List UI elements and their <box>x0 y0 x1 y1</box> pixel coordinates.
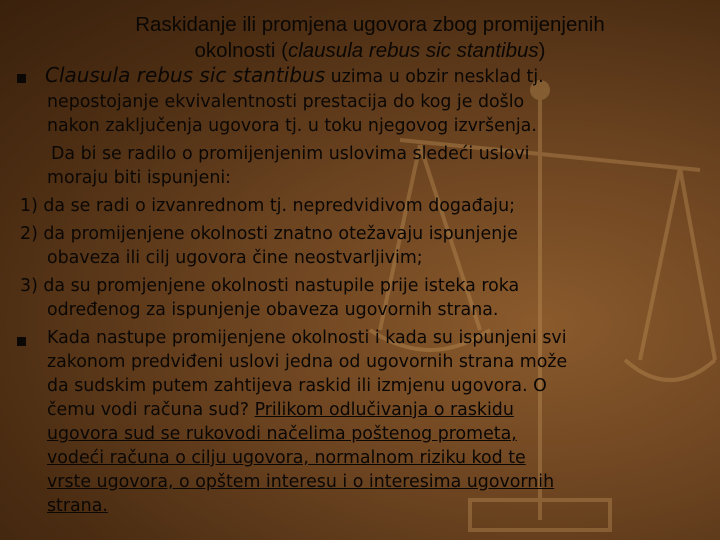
title-line-1: Raskidanje ili promjena ugovora zbog promijenjenih <box>135 13 605 36</box>
bullet1-line-2: nepostojanje ekvivalentnosti prestacija do kog je došlo <box>47 92 525 112</box>
bullet1-line-4: Da bi se radilo o promijenjenim uslovima sledeći uslovi <box>51 144 530 164</box>
title-italic: clausula rebus sic stantibus <box>287 39 539 62</box>
bullet2-line-5: ugovora sud se rukovodi načelima poštenog prometa, <box>47 424 517 444</box>
bullet-square-icon <box>17 74 26 83</box>
bullet2-underlined-1: Prilikom odlučivanja o raskidu <box>254 400 514 420</box>
condition-2-line-2: obaveza ili cilj ugovora čine neostvarljivim; <box>47 248 423 268</box>
condition-1: 1) da se radi o izvanrednom tj. nepredvidivom događaju; <box>20 196 515 216</box>
slide-title <box>40 12 700 64</box>
title-line-2 <box>40 38 700 64</box>
bullet1-line-1 <box>45 64 544 89</box>
bullet2-last: strana. <box>47 496 108 516</box>
condition-2-line-1: 2) da promijenjene okolnosti znatno otežavaju ispunjenje <box>20 224 518 244</box>
bullet1-italic: Clausula rebus sic stantibus <box>45 63 326 87</box>
bullet2-line-8 <box>47 495 152 518</box>
bullet2-line-6: vodeći računa o cilju ugovora, normalnom riziku kod te <box>47 448 526 468</box>
bullet2-line-3: da sudskim putem zahtijeva raskid ili izmjenu ugovora. O <box>47 376 547 396</box>
bullet1-line-3: nakon zaključenja ugovora tj. u toku njegovog izvršenja. <box>47 116 537 136</box>
bullet2-question: čemu vodi računa sud? <box>47 400 255 420</box>
bullet2-line-1: Kada nastupe promijenjene okolnosti i kada su ispunjeni svi <box>47 328 567 348</box>
title-suffix: ) <box>538 39 546 62</box>
bullet1-text-1: uzima u obzir nesklad tj. <box>325 67 544 87</box>
bullet-square-icon <box>17 337 26 346</box>
bullet2-line-7: vrste ugovora, o opštem interesu i o interesima ugovornih <box>47 472 555 492</box>
condition-3-line-1: 3) da su promjenjene okolnosti nastupile prije isteka roka <box>20 276 520 296</box>
bullet1-line-5: moraju biti ispunjeni: <box>47 168 232 188</box>
bullet2-line-2: zakonom predviđeni uslovi jedna od ugovornih strana može <box>47 352 568 372</box>
bullet2-line-4 <box>47 399 514 422</box>
condition-3-line-2: određenog za ispunjenje obaveza ugovornih strana. <box>47 300 499 320</box>
title-prefix: okolnosti ( <box>194 39 288 62</box>
